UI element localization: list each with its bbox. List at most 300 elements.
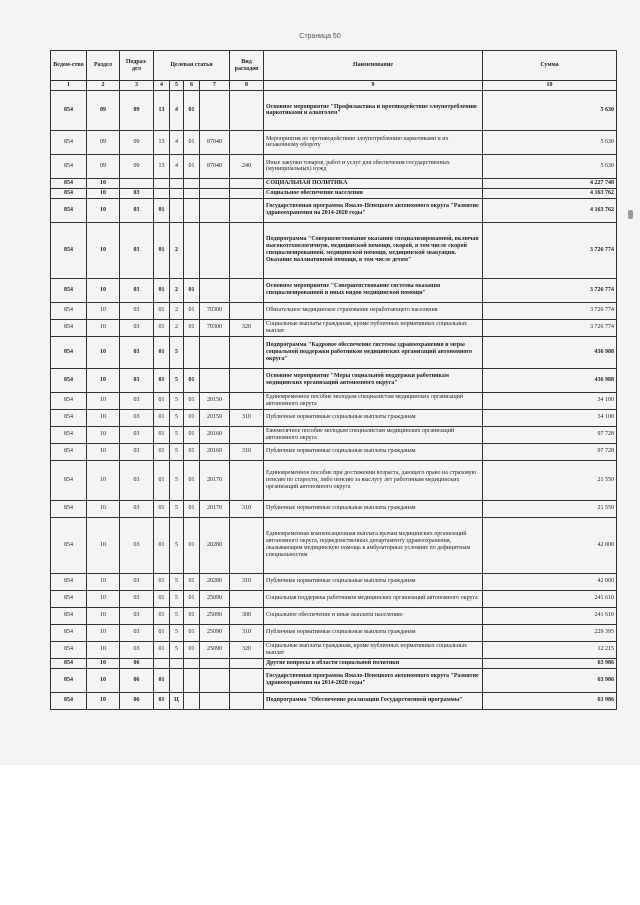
cell-sum: 241 610	[483, 590, 617, 607]
cell-direction: 20170	[200, 500, 230, 517]
cell-subprogram: 5	[170, 590, 184, 607]
cell-name: Единовременное пособие при достижении возраста, дающего право на страховую пенсию по старости, либо пенсию за выслугу лет работникам медицинских организаций автономного округа	[264, 460, 483, 500]
cell-sum: 4 163 762	[483, 188, 617, 198]
cell-program: 01	[154, 319, 170, 336]
cell-section: 10	[87, 409, 120, 426]
cell-subsection: 06	[120, 692, 154, 709]
cell-direction: 20280	[200, 517, 230, 573]
cell-direction: 25090	[200, 641, 230, 658]
cell-direction	[200, 668, 230, 692]
cell-program: 01	[154, 368, 170, 392]
cell-name: Мероприятия по противодействию злоупотреблению наркотиками и их незаконному обороту	[264, 130, 483, 154]
cell-direction	[200, 222, 230, 278]
cell-section: 10	[87, 460, 120, 500]
cell-section: 10	[87, 692, 120, 709]
cell-subprogram: 2	[170, 222, 184, 278]
cell-program: 01	[154, 517, 170, 573]
cell-department: 854	[51, 222, 87, 278]
table-row	[51, 692, 617, 709]
cell-subsection: 03	[120, 368, 154, 392]
cell-subsection	[120, 178, 154, 188]
cell-program: 01	[154, 222, 170, 278]
cell-department: 854	[51, 319, 87, 336]
cell-sum: 97 728	[483, 443, 617, 460]
cell-section: 10	[87, 302, 120, 319]
cell-direction: 70300	[200, 302, 230, 319]
cell-subsection: 03	[120, 392, 154, 409]
page-number-label: Страница 50	[299, 33, 341, 40]
cell-expense-type	[230, 188, 264, 198]
col-number: 7	[200, 81, 230, 91]
cell-department: 854	[51, 198, 87, 222]
cell-expense-type	[230, 178, 264, 188]
cell-name: Единовременная компенсационная выплата врачам медицинских организаций автономного округа, подведомственных департаменту здравоохранения, оказывающим медицинскую помощь в амбулаторных условиях по дефицитным специальностям	[264, 517, 483, 573]
cell-subsection: 03	[120, 443, 154, 460]
cell-event	[184, 178, 200, 188]
cell-program: 01	[154, 392, 170, 409]
cell-section: 10	[87, 500, 120, 517]
cell-subprogram: 2	[170, 319, 184, 336]
cell-expense-type	[230, 517, 264, 573]
cell-subsection: 03	[120, 409, 154, 426]
table-row	[51, 590, 617, 607]
cell-program: 01	[154, 409, 170, 426]
cell-department: 854	[51, 443, 87, 460]
cell-subprogram: 2	[170, 302, 184, 319]
cell-department: 854	[51, 302, 87, 319]
cell-section: 10	[87, 624, 120, 641]
table-row	[51, 198, 617, 222]
cell-subsection: 09	[120, 154, 154, 178]
cell-expense-type: 310	[230, 443, 264, 460]
cell-direction	[200, 178, 230, 188]
cell-program: 01	[154, 607, 170, 624]
cell-program	[154, 178, 170, 188]
cell-name: Социальные выплаты гражданам, кроме публичных нормативных социальных выплат	[264, 319, 483, 336]
cell-section: 10	[87, 392, 120, 409]
cell-event: 01	[184, 590, 200, 607]
cell-direction	[200, 336, 230, 368]
cell-department: 854	[51, 607, 87, 624]
col-number: 10	[483, 81, 617, 91]
cell-program: 01	[154, 278, 170, 302]
col-number: 8	[230, 81, 264, 91]
cell-program	[154, 658, 170, 668]
cell-subprogram: 5	[170, 426, 184, 443]
cell-event	[184, 658, 200, 668]
cell-event	[184, 198, 200, 222]
cell-event: 01	[184, 154, 200, 178]
cell-sum: 5 630	[483, 154, 617, 178]
cell-expense-type: 310	[230, 624, 264, 641]
cell-sum: 12 215	[483, 641, 617, 658]
col-number: 2	[87, 81, 120, 91]
cell-direction: 87040	[200, 130, 230, 154]
cell-program: 01	[154, 336, 170, 368]
col-header-subsection: Подраз-дел	[120, 51, 154, 81]
table-row	[51, 368, 617, 392]
cell-direction	[200, 658, 230, 668]
cell-direction: 20280	[200, 573, 230, 590]
cell-name: Основное мероприятие "Совершенствование системы оказания специализированной и иных видов медицинской помощи"	[264, 278, 483, 302]
cell-sum: 229 395	[483, 624, 617, 641]
cell-event: 01	[184, 443, 200, 460]
cell-subsection: 03	[120, 517, 154, 573]
cell-section: 10	[87, 222, 120, 278]
cell-direction: 70300	[200, 319, 230, 336]
cell-department: 854	[51, 392, 87, 409]
cell-sum: 63 986	[483, 658, 617, 668]
cell-event: 01	[184, 130, 200, 154]
cell-event	[184, 188, 200, 198]
cell-subsection: 09	[120, 90, 154, 130]
cell-program: 01	[154, 426, 170, 443]
cell-department: 854	[51, 590, 87, 607]
cell-subsection: 09	[120, 130, 154, 154]
cell-sum: 4 227 748	[483, 178, 617, 188]
cell-direction: 25090	[200, 624, 230, 641]
cell-department: 854	[51, 278, 87, 302]
col-header-target-article: Целевая статья	[154, 51, 230, 81]
table-row	[51, 222, 617, 278]
cell-expense-type: 310	[230, 409, 264, 426]
cell-expense-type: 320	[230, 319, 264, 336]
table-row	[51, 154, 617, 178]
cell-section: 10	[87, 658, 120, 668]
cell-subprogram: 5	[170, 624, 184, 641]
cell-subsection: 03	[120, 641, 154, 658]
cell-section: 10	[87, 336, 120, 368]
budget-table	[50, 50, 617, 710]
cell-name: Социальное обеспечение и иные выплаты населению	[264, 607, 483, 624]
col-number: 1	[51, 81, 87, 91]
cell-subsection: 03	[120, 302, 154, 319]
table-row	[51, 319, 617, 336]
table-row	[51, 90, 617, 130]
cell-sum: 3 726 774	[483, 222, 617, 278]
cell-event	[184, 222, 200, 278]
table-row	[51, 624, 617, 641]
col-number: 4	[154, 81, 170, 91]
cell-sum: 42 000	[483, 517, 617, 573]
cell-department: 854	[51, 336, 87, 368]
cell-expense-type	[230, 302, 264, 319]
cell-name: Обязательное медицинское страхование неработающего населения	[264, 302, 483, 319]
cell-sum: 436 988	[483, 368, 617, 392]
cell-name: Социальная поддержка работников медицинских организаций автономного округа	[264, 590, 483, 607]
cell-event: 01	[184, 573, 200, 590]
cell-sum: 34 100	[483, 409, 617, 426]
cell-event	[184, 336, 200, 368]
cell-sum: 5 630	[483, 130, 617, 154]
cell-department: 854	[51, 573, 87, 590]
cell-direction	[200, 198, 230, 222]
cell-subsection: 03	[120, 590, 154, 607]
cell-name: Публичные нормативные социальные выплаты гражданам	[264, 443, 483, 460]
cell-direction: 20160	[200, 443, 230, 460]
cell-section: 10	[87, 188, 120, 198]
cell-direction	[200, 368, 230, 392]
cell-department: 854	[51, 154, 87, 178]
cell-event: 01	[184, 624, 200, 641]
cell-name: Иные закупки товаров, работ и услуг для обеспечения государственных (муниципальных) нужд	[264, 154, 483, 178]
cell-program: 01	[154, 302, 170, 319]
cell-program: 01	[154, 624, 170, 641]
cell-expense-type: 310	[230, 573, 264, 590]
cell-expense-type	[230, 658, 264, 668]
col-header-expense-type: Вид расходов	[230, 51, 264, 81]
cell-name: Подпрограмма "Кадровое обеспечение системы здравоохранения и меры социальной поддержки работников медицинских организаций автономного округа"	[264, 336, 483, 368]
cell-subsection: 03	[120, 624, 154, 641]
cell-direction: 20160	[200, 426, 230, 443]
table-row	[51, 409, 617, 426]
cell-section: 10	[87, 278, 120, 302]
cell-department: 854	[51, 517, 87, 573]
cell-expense-type: 320	[230, 641, 264, 658]
table-row	[51, 188, 617, 198]
cell-department: 854	[51, 409, 87, 426]
cell-subprogram: 5	[170, 460, 184, 500]
cell-sum: 3 726 774	[483, 319, 617, 336]
cell-name: Публичные нормативные социальные выплаты гражданам	[264, 624, 483, 641]
cell-program: 01	[154, 668, 170, 692]
cell-program: 01	[154, 590, 170, 607]
table-row	[51, 668, 617, 692]
cell-sum: 3 726 774	[483, 278, 617, 302]
cell-subprogram: 4	[170, 90, 184, 130]
col-header-department: Ведом-ство	[51, 51, 87, 81]
cell-subsection: 03	[120, 198, 154, 222]
cell-expense-type	[230, 426, 264, 443]
cell-section: 09	[87, 154, 120, 178]
table-body	[51, 90, 617, 709]
cell-subsection: 06	[120, 668, 154, 692]
cell-name: Государственная программа Ямало-Ненецкого автономного округа "Развитие здравоохранения на 2014-2020 годы"	[264, 668, 483, 692]
cell-department: 854	[51, 500, 87, 517]
cell-section: 10	[87, 641, 120, 658]
cell-program: 01	[154, 443, 170, 460]
cell-program: 01	[154, 460, 170, 500]
cell-subprogram: 4	[170, 130, 184, 154]
cell-event: 01	[184, 90, 200, 130]
cell-subprogram: 5	[170, 392, 184, 409]
cell-subprogram: 5	[170, 500, 184, 517]
cell-program	[154, 188, 170, 198]
cell-event	[184, 668, 200, 692]
cell-section: 10	[87, 198, 120, 222]
table-row	[51, 178, 617, 188]
cell-name: Основное мероприятие "Меры социальной поддержки работникам медицинских организаций автономного округа"	[264, 368, 483, 392]
cell-name: Подпрограмма "Совершенствование оказания специализированной, включая высокотехнологичную, медицинской помощи, скорой, в том числе скорой специализированной, медицинской помощи, медицинской эвакуации. Оказание паллиативной помощи, в том числе детям"	[264, 222, 483, 278]
cell-subprogram	[170, 188, 184, 198]
table-row	[51, 302, 617, 319]
cell-sum: 241 610	[483, 607, 617, 624]
cell-direction: 20150	[200, 392, 230, 409]
cell-subsection: 06	[120, 658, 154, 668]
cell-department: 854	[51, 460, 87, 500]
cell-subsection: 03	[120, 573, 154, 590]
cell-department: 854	[51, 188, 87, 198]
cell-subprogram	[170, 668, 184, 692]
cell-expense-type	[230, 368, 264, 392]
cell-section: 09	[87, 130, 120, 154]
cell-direction: 87040	[200, 154, 230, 178]
cell-subsection: 03	[120, 222, 154, 278]
cell-event: 01	[184, 409, 200, 426]
cell-expense-type	[230, 130, 264, 154]
cell-subprogram	[170, 178, 184, 188]
cell-expense-type	[230, 692, 264, 709]
col-number: 9	[264, 81, 483, 91]
cell-event: 01	[184, 607, 200, 624]
cell-subsection: 03	[120, 188, 154, 198]
cell-expense-type	[230, 336, 264, 368]
table-row	[51, 607, 617, 624]
table-row	[51, 278, 617, 302]
table-row	[51, 517, 617, 573]
cell-department: 854	[51, 368, 87, 392]
cell-name: Другие вопросы в области социальной политики	[264, 658, 483, 668]
table-row	[51, 336, 617, 368]
cell-name: Публичные нормативные социальные выплаты гражданам	[264, 409, 483, 426]
cell-subprogram: 5	[170, 443, 184, 460]
cell-department: 854	[51, 641, 87, 658]
scan-mark	[628, 210, 633, 219]
col-number: 6	[184, 81, 200, 91]
cell-expense-type	[230, 392, 264, 409]
cell-event: 01	[184, 302, 200, 319]
cell-direction	[200, 692, 230, 709]
cell-name: Государственная программа Ямало-Ненецкого автономного округа "Развитие здравоохранения на 2014-2020 годы"	[264, 198, 483, 222]
cell-subprogram	[170, 198, 184, 222]
cell-subprogram: 5	[170, 336, 184, 368]
cell-department: 854	[51, 426, 87, 443]
cell-subsection: 03	[120, 500, 154, 517]
cell-sum: 42 000	[483, 573, 617, 590]
cell-subsection: 03	[120, 319, 154, 336]
cell-expense-type: 240	[230, 154, 264, 178]
table-row	[51, 500, 617, 517]
column-number-row	[51, 81, 617, 91]
cell-expense-type	[230, 90, 264, 130]
col-number: 5	[170, 81, 184, 91]
col-header-sum: Сумма	[483, 51, 617, 81]
cell-expense-type	[230, 278, 264, 302]
table-row	[51, 443, 617, 460]
cell-section: 10	[87, 443, 120, 460]
cell-department: 854	[51, 178, 87, 188]
cell-sum: 5 630	[483, 90, 617, 130]
cell-section: 10	[87, 178, 120, 188]
cell-program: 01	[154, 500, 170, 517]
cell-event: 01	[184, 392, 200, 409]
cell-name: Публичные нормативные социальные выплаты гражданам	[264, 500, 483, 517]
cell-section: 10	[87, 319, 120, 336]
cell-name: Социальное обеспечение населения	[264, 188, 483, 198]
cell-program: 13	[154, 154, 170, 178]
cell-sum: 97 728	[483, 426, 617, 443]
cell-direction: 20170	[200, 460, 230, 500]
cell-section: 10	[87, 607, 120, 624]
cell-sum: 4 163 762	[483, 198, 617, 222]
cell-department: 854	[51, 130, 87, 154]
cell-expense-type	[230, 198, 264, 222]
cell-program: 13	[154, 130, 170, 154]
cell-name: Социальные выплаты гражданам, кроме публичных нормативных социальных выплат	[264, 641, 483, 658]
table-row	[51, 658, 617, 668]
cell-subprogram: 5	[170, 368, 184, 392]
cell-event: 01	[184, 278, 200, 302]
cell-subprogram: 2	[170, 278, 184, 302]
cell-subprogram: 4	[170, 154, 184, 178]
cell-program: 01	[154, 573, 170, 590]
cell-sum: 436 988	[483, 336, 617, 368]
cell-event: 01	[184, 319, 200, 336]
col-number: 3	[120, 81, 154, 91]
cell-name: Публичные нормативные социальные выплаты гражданам	[264, 573, 483, 590]
cell-department: 854	[51, 658, 87, 668]
cell-sum: 63 986	[483, 668, 617, 692]
cell-expense-type	[230, 668, 264, 692]
cell-subsection: 03	[120, 460, 154, 500]
cell-subprogram: 5	[170, 573, 184, 590]
cell-event	[184, 692, 200, 709]
cell-subsection: 03	[120, 278, 154, 302]
cell-name: Подпрограмма "Обеспечение реализации Государственной программы"	[264, 692, 483, 709]
cell-section: 10	[87, 368, 120, 392]
cell-direction: 25090	[200, 590, 230, 607]
col-header-section: Раздел	[87, 51, 120, 81]
cell-section: 10	[87, 668, 120, 692]
cell-event: 01	[184, 460, 200, 500]
cell-event: 01	[184, 426, 200, 443]
cell-department: 854	[51, 668, 87, 692]
cell-subsection: 03	[120, 426, 154, 443]
cell-expense-type: 310	[230, 500, 264, 517]
cell-direction	[200, 90, 230, 130]
cell-expense-type	[230, 590, 264, 607]
cell-expense-type	[230, 460, 264, 500]
cell-subprogram: 5	[170, 641, 184, 658]
cell-event: 01	[184, 500, 200, 517]
cell-sum: 3 726 774	[483, 302, 617, 319]
cell-subprogram: 5	[170, 409, 184, 426]
cell-direction	[200, 278, 230, 302]
cell-sum: 21 550	[483, 500, 617, 517]
cell-subprogram: 5	[170, 517, 184, 573]
cell-subsection: 03	[120, 607, 154, 624]
cell-program: 01	[154, 692, 170, 709]
table-row	[51, 392, 617, 409]
cell-name: Основное мероприятие "Профилактика и противодействие злоупотреблению наркотиками и алкоголем"	[264, 90, 483, 130]
cell-department: 854	[51, 90, 87, 130]
cell-sum: 34 100	[483, 392, 617, 409]
cell-direction: 20150	[200, 409, 230, 426]
cell-section: 10	[87, 426, 120, 443]
cell-name: Ежемесячное пособие молодым специалистам медицинских организаций автономного округа	[264, 426, 483, 443]
cell-program: 01	[154, 198, 170, 222]
cell-subsection: 03	[120, 336, 154, 368]
cell-program: 13	[154, 90, 170, 130]
cell-subprogram	[170, 658, 184, 668]
cell-direction	[200, 188, 230, 198]
cell-direction: 25090	[200, 607, 230, 624]
cell-program: 01	[154, 641, 170, 658]
cell-event: 01	[184, 368, 200, 392]
cell-name: Единовременное пособие молодым специалистам медицинских организаций автономного округа	[264, 392, 483, 409]
header-row	[51, 51, 617, 81]
table-row	[51, 426, 617, 443]
